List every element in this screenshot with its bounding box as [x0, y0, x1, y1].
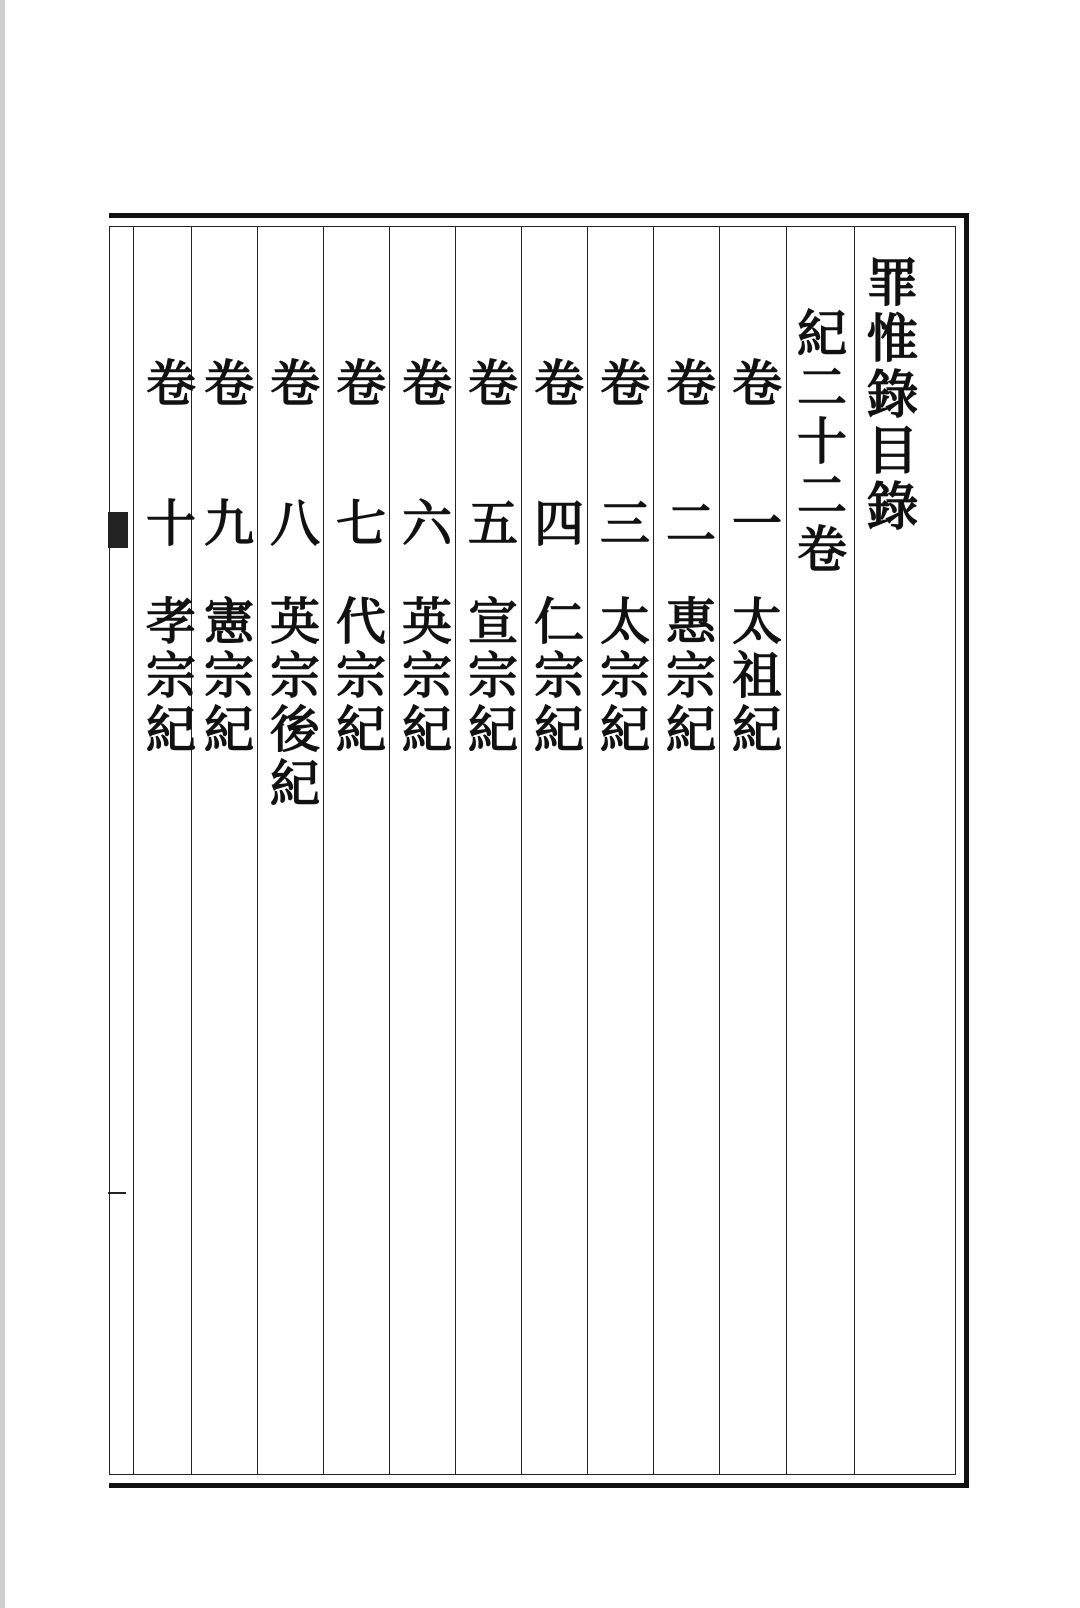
entry-number: 一: [724, 497, 783, 551]
entry-column-2: [653, 227, 720, 1474]
entry-name: 宣宗紀: [460, 595, 519, 757]
entry-juan: 卷: [724, 357, 783, 411]
entry-column-3: [587, 227, 654, 1474]
entry-number: 八: [262, 497, 321, 551]
entry-name: 英宗後紀: [262, 595, 321, 811]
entry-number: 七: [328, 497, 387, 551]
entry-column-8: [257, 227, 324, 1474]
page-scan: [5, 0, 1080, 1608]
entry-name: 仁宗紀: [526, 595, 585, 757]
title-column: [854, 227, 950, 1474]
entry-column-4: [521, 227, 588, 1474]
entry-juan: 卷: [658, 357, 717, 411]
page-subtitle: 紀二十二卷: [789, 307, 848, 577]
subtitle-column: [786, 227, 855, 1474]
entry-name: 代宗紀: [328, 595, 387, 757]
entry-column-6: [389, 227, 456, 1474]
entry-column-5: [455, 227, 522, 1474]
entry-column-10: [133, 227, 197, 1474]
entry-juan: 卷: [460, 357, 519, 411]
fold-tick-mark: [108, 1192, 126, 1194]
entry-number: 十: [138, 497, 197, 551]
entry-name: 英宗紀: [394, 595, 453, 757]
page-title: 罪惟錄目錄: [857, 255, 918, 535]
page-frame: [109, 213, 969, 1488]
entry-name: 太宗紀: [592, 595, 651, 757]
entry-juan: 卷: [138, 357, 197, 411]
entry-juan: 卷: [592, 357, 651, 411]
fold-margin-column: [109, 227, 134, 1474]
entry-name: 惠宗紀: [658, 595, 717, 757]
entry-number: 九: [196, 497, 255, 551]
entry-juan: 卷: [196, 357, 255, 411]
entry-column-9: [191, 227, 258, 1474]
entry-number: 三: [592, 497, 651, 551]
entry-juan: 卷: [328, 357, 387, 411]
entry-name: 太祖紀: [724, 595, 783, 757]
entry-juan: 卷: [526, 357, 585, 411]
fold-block-mark: [108, 512, 128, 548]
entry-column-7: [323, 227, 390, 1474]
entry-number: 五: [460, 497, 519, 551]
entry-name: 憲宗紀: [196, 595, 255, 757]
entry-juan: 卷: [262, 357, 321, 411]
entry-number: 六: [394, 497, 453, 551]
entry-column-1: [719, 227, 787, 1474]
column-grid: [109, 226, 956, 1475]
entry-name: 孝宗紀: [138, 595, 197, 757]
entry-number: 四: [526, 497, 585, 551]
entry-number: 二: [658, 497, 717, 551]
entry-juan: 卷: [394, 357, 453, 411]
